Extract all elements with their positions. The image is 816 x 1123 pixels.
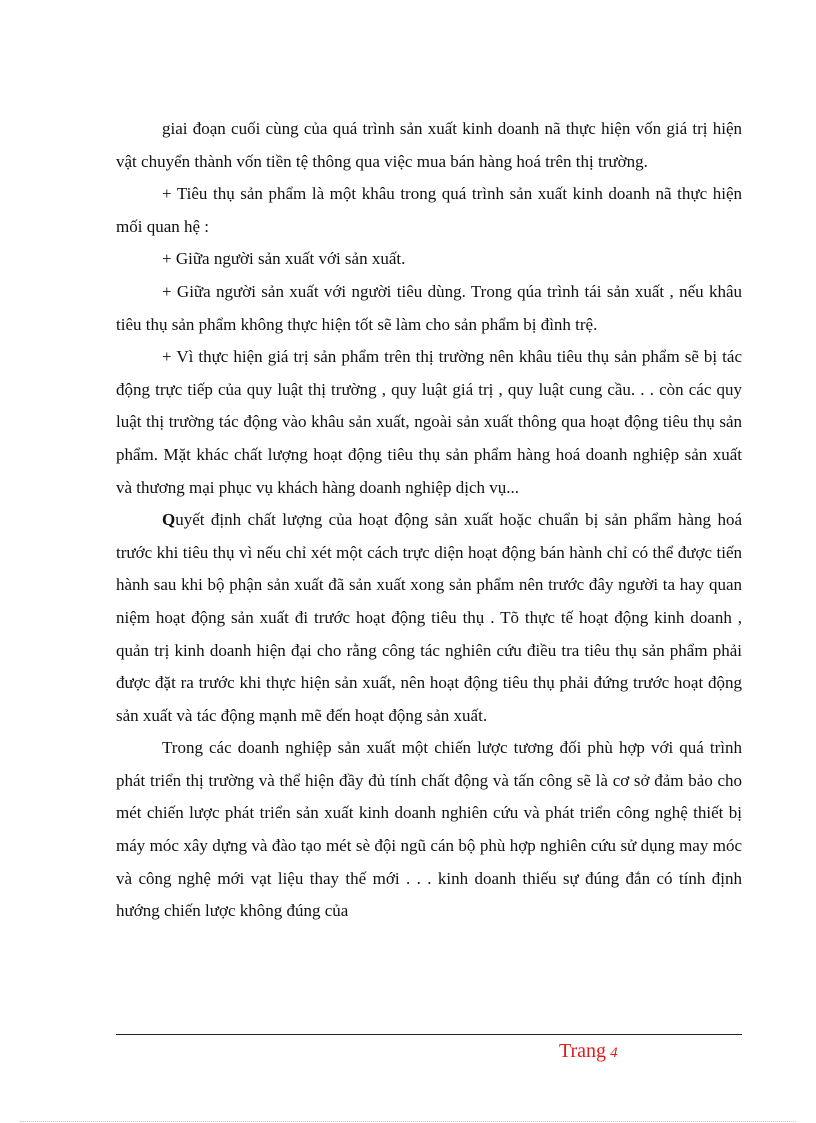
- paragraph-1-line-2: trị hiện vật chuyển thành vốn tiền tệ thông qua việc mua bán hàng hoá trên thị: [116, 119, 742, 171]
- paragraph-2-line-1: + Tiêu thụ sản phẩm là một khâu trong quá trình sản xuất kinh doanh nã: [162, 184, 672, 204]
- paragraph-5-line-1: + Vì thực hiện giá trị sản phẩm trên thị trường nên khâu tiêu thụ sản phẩm: [162, 347, 680, 367]
- paragraph-7-line-5: phù hợp nghiên cứu sử dụng may móc và công nghệ mới vạt liệu thay thế mới . .: [116, 836, 743, 888]
- page-body: [116, 113, 742, 928]
- paragraph-6-line-8: động mạnh mẽ đến hoạt động sản xuất.: [220, 705, 488, 725]
- paragraph-5-line-6: doanh nghiệp dịch vụ...: [359, 477, 519, 497]
- paragraph-4: [116, 276, 742, 341]
- page-number-value: 4: [610, 1045, 618, 1061]
- paragraph-6-line-6: công tác nghiên cứu điều tra tiêu thụ sản phẩm phải được đặt ra trước khi thực: [116, 640, 742, 693]
- paragraph-1-line-1: giai đoạn cuối cùng của quá trình sản xuất kinh doanh nã thực hiện vốn giá: [162, 119, 688, 138]
- paragraph-5-line-4: thông qua hoạt động tiêu thụ sản phẩm. Mặt khác chất lượng hoạt động tiêu thụ: [116, 412, 743, 464]
- paragraph-5-line-5: sản phẩm hàng hoá doanh nghiệp sản xuất và thương mại phục vụ khách hàng: [116, 444, 743, 497]
- paragraph-3-line-1: + Giữa người sản xuất với sản xuất.: [162, 249, 406, 269]
- paragraph-4-line-1: + Giữa người sản xuất với người tiêu dùng. Trong qúa trình tái sản xuất ,: [162, 281, 674, 301]
- paragraph-6-line-2: hàng hoá trước khi tiêu thụ vì nếu chỉ xét một cách trực diện hoạt động bán hành: [116, 510, 742, 562]
- paragraph-7-line-6: . kinh doanh thiếu sự đúng đắn có tính định hướng chiến lược không đúng của: [116, 868, 743, 921]
- paragraph-6-line-1: uyết định chất lượng của hoạt động sản xuất hoặc chuẩn bị sản phẩm: [175, 510, 672, 530]
- page-bottom-edge: [20, 1121, 796, 1122]
- paragraph-1-line-3: trường.: [598, 151, 648, 171]
- paragraph-6-line-5: thụ . Tõ thực tế hoạt động kinh doanh , quản trị kinh doanh hiện đại cho rằng: [116, 607, 743, 660]
- paragraph-6-line-3: chỉ có thể được tiến hành sau khi bộ phận sản xuất đã sản xuất xong sản phẩm: [116, 542, 743, 595]
- paragraph-3: [116, 243, 742, 276]
- paragraph-6-bold-initial: Q: [162, 510, 176, 530]
- paragraph-1: [116, 113, 742, 178]
- page-number: [559, 1040, 618, 1063]
- paragraph-7-line-3: cơ sở đảm bảo cho mét chiến lược phát triển sản xuất kinh doanh nghiên cứu và: [116, 770, 743, 823]
- page-number-label: Trang: [559, 1040, 607, 1062]
- paragraph-7-line-2: quá trình phát triển thị trường và thể hiện đầy đủ tính chất động và tấn công sẽ là: [116, 738, 742, 790]
- paragraph-5-line-3: cầu. . . còn các quy luật thị trường tác động vào khâu sản xuất, ngoài sản xuất: [116, 379, 743, 432]
- paragraph-2-line-2: thực hiện mối quan hệ :: [116, 184, 742, 236]
- paragraph-5: [116, 341, 742, 504]
- paragraph-4-line-2: nếu khâu tiêu thụ sản phẩm không thực hiện tốt sẽ làm cho sản phẩm bị đình trệ.: [116, 281, 742, 334]
- paragraph-5-line-2: sẽ bị tác động trực tiếp của quy luật thị trường , quy luật giá trị , quy luật cung: [116, 347, 742, 399]
- paragraph-7-line-1: Trong các doanh nghiệp sản xuất một chiến lược tương đối phù hợp với: [162, 738, 674, 758]
- paragraph-6-line-4: nên trước đây người ta hay quan niệm hoạt động sản xuất đi trước hoạt động tiêu: [116, 575, 743, 627]
- footer-divider: [116, 1034, 742, 1035]
- paragraph-7-line-4: phát triển công nghệ thiết bị máy móc xây dựng và đào tạo mét sè đội ngũ cán bộ: [116, 803, 742, 856]
- paragraph-6-line-7: hiện sản xuất, nên hoạt động tiêu thụ phải đứng trước hoạt động sản xuất và tác: [116, 673, 742, 725]
- paragraph-7: [116, 732, 742, 928]
- paragraph-6: [116, 504, 742, 732]
- paragraph-2: [116, 178, 742, 243]
